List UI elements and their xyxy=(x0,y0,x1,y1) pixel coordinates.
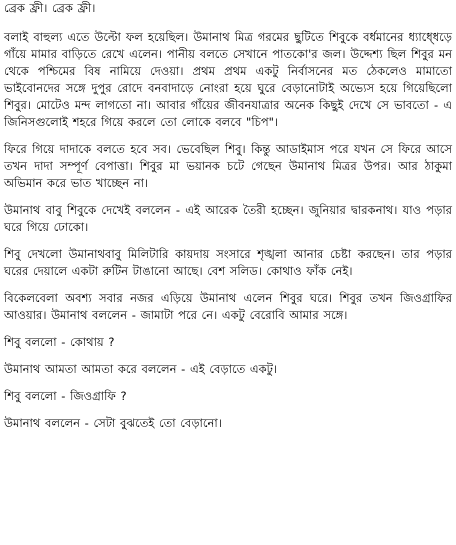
paragraph: শিবু দেখলো উমানাথবাবু মিলিটারি কায়দায় সংসারে শৃঙ্খলা আনার চেষ্টা করছেন। তার পড়ার ঘরের দেয়ালে একটা রুটিন টাঙানো আছে। বেশ সলিড। কোথাও ফাঁক নেই। xyxy=(4,247,452,278)
paragraph: বিকেলবেলা অবশ্য সবার নজর এড়িয়ে উমানাথ এলেন শিবুর ঘরে। শিবুর তখন জিওগ্রাফির আওয়ার। উমানাথ বললেন - জামাটা পরে নে। একটু বেরোবি আমার সঙ্গে। xyxy=(4,291,452,322)
dialogue-line: শিবু বললো - কোথায় ? xyxy=(4,335,115,349)
paragraph: বলাই বাহুল্য এতে উল্টো ফল হয়েছিল। উমানাথ মিত্র গরমের ছুটিতে শিবুকে বর্ধমানের ধ্যাধ্ধেড়ে গাঁয়ে মামার বাড়িতে রেখে এলেন। পানীয় বলতে সেখানে পাতকো'র জল। উদ্দেশ্য ছিল শিবুর মন থেকে পশ্চিমের বিষ নামিয়ে দেওয়া। প্রথম প্রথম একটু নির্বাসনের মত ঠেকলেও মামাতো ভাইবোনদের সঙ্গে দুপুর রোদে বনবাদাড়ে নোংরা হয়ে ঘুরে বেড়ানোটাই অভ্যেস হয়ে গিয়েছিলো শিবুর। মোটেও মন্দ লাগতো না। আবার গাঁয়ের জীবনযাত্রার অনেক কিছুই দেখে সে ভাবতো - এ জিনিসগুলোই শহরে গিয়ে করলে তো লোকে বলবে "চিপ"। xyxy=(4,30,452,129)
heading-line: ব্রেক ফ্রী। ব্রেক ফ্রী। xyxy=(4,1,96,15)
dialogue-line: উমানাথ আমতা আমতা করে বললেন - এই বেড়াতে একটু। xyxy=(4,362,278,376)
dialogue-line: উমানাথ বললেন - সেটা বুঝতেই তো বেড়ানো। xyxy=(4,416,222,430)
paragraph: ফিরে গিয়ে দাদাকে বলতে হবে সব। ভেবেছিল শিবু। কিন্তু আডাইমাস পরে যখন সে ফিরে আসে তখন দাদা সম্পূর্ণ বেপাত্তা। শিবুর মা ভয়ানক চটে গেছেন উমানাথ মিত্রর উপর। আর ঠাকুমা অভিমান করে ভাত খাচ্ছেন না। xyxy=(4,142,452,190)
dialogue-line: শিবু বললো - জিওগ্রাফি ? xyxy=(4,389,127,403)
paragraph: উমানাথ বাবু শিবুকে দেখেই বললেন - এই আরেক তৈরী হচ্ছেন। জুনিয়ার দ্বারকনাথ। যাও পড়ার ঘরে গিয়ে ঢোকো। xyxy=(4,203,452,234)
